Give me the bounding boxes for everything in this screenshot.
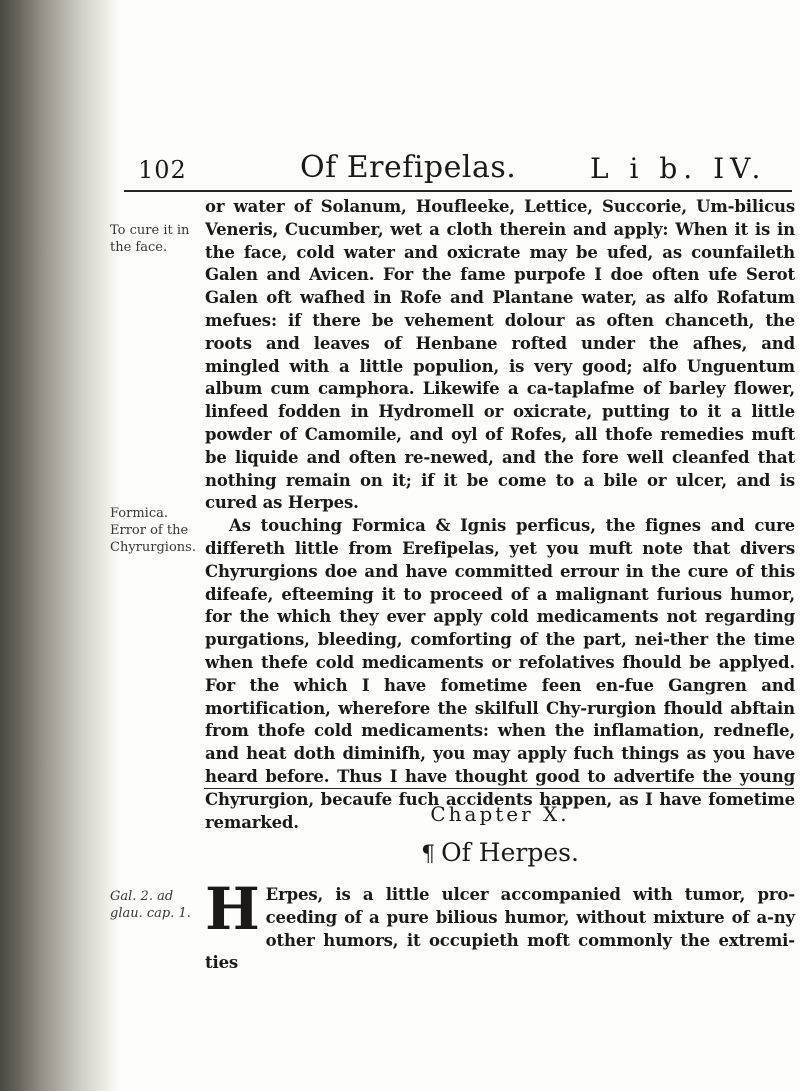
drop-cap: H xyxy=(205,875,260,943)
book-label: L i b. IV. xyxy=(590,152,767,185)
paragraph-herpes xyxy=(205,875,795,975)
section-title xyxy=(205,838,795,867)
margin-note-error: Error of the Chyrurgions. xyxy=(110,523,196,555)
page-binding-shadow xyxy=(0,0,120,1091)
paragraph-herpes-text: Erpes, is a little ulcer accompanied with tumor, pro-ceeding of a pure bilious humor, without mixture of a-ny other humors, it occupieth moft commonly the extremi-ties xyxy=(205,885,795,973)
margin-note-formica: Formica. xyxy=(110,506,168,521)
paragraph-formica: As touching Formica & Ignis perficus, the fignes and cure differeth little from Erefipelas, yet you muft note that divers Chyrurgions doe and have committed errour in the cure of this difeafe, efteeming it to proceed of a malignant furious humor, for the which they ever apply cold medicaments not regarding purgations, bleeding, comforting of the part, nei-ther the time when thefe cold medicaments or refolatives fhould be applyed. For the which I have fometime feen en-fue Gangren and mortification, wherefore the skilfull Chy-rurgion fhould abftain from thofe cold medicaments: when the inflamation, rednefle, and heat doth diminifh, you may apply fuch things as you have heard before. Thus I have thought good to advertife the young Chyrurgion, becaufe fuch accidents happen, as I have fometime remarked. xyxy=(205,516,795,832)
body-text-main xyxy=(205,196,795,834)
body-text-herpes xyxy=(205,875,795,975)
chapter-heading: Chapter X. xyxy=(430,802,570,826)
margin-note-face: To cure it in the face. xyxy=(110,223,190,255)
section-separator-rule xyxy=(204,788,794,789)
header-rule xyxy=(124,190,792,192)
page-number: 102 xyxy=(138,156,187,184)
margin-note-galen-reference: Gal. 2. ad glau. cap. 1. xyxy=(110,889,191,921)
paragraph-cure-in-face: or water of Solanum, Houfleeke, Lettice, Succorie, Um-bilicus Veneris, Cucumber, wet a cloth therein and apply: When it is in the face, cold water and oxicrate may be ufed, as counfaileth Galen and Avicen. For the fame purpofe I doe often ufe Serot Galen oft wafhed in Rofe and Plantane water, as alfo Rofatum mefues: if there be vehement dolour as often chanceth, the roots and leaves of Henbane rofted under the afhes, and mingled with a little populion, is very good; alfo Unguentum album cum camphora. Likewife a ca-taplafme of barley flower, linfeed fodden in Hydromell or oxicrate, putting to it a little powder of Camomile, and oyl of Rofes, all thofe remedies muft be liquide and often re-newed, and the fore well cleanfed that nothing remain on it; if it be come to a bile or ulcer, and is cured as Herpes. xyxy=(205,197,795,513)
section-title-text: Of Herpes. xyxy=(441,838,579,867)
pilcrow-mark: ¶ xyxy=(421,842,436,867)
page-header xyxy=(138,148,778,188)
running-title: Of Erefipelas. xyxy=(300,150,517,185)
